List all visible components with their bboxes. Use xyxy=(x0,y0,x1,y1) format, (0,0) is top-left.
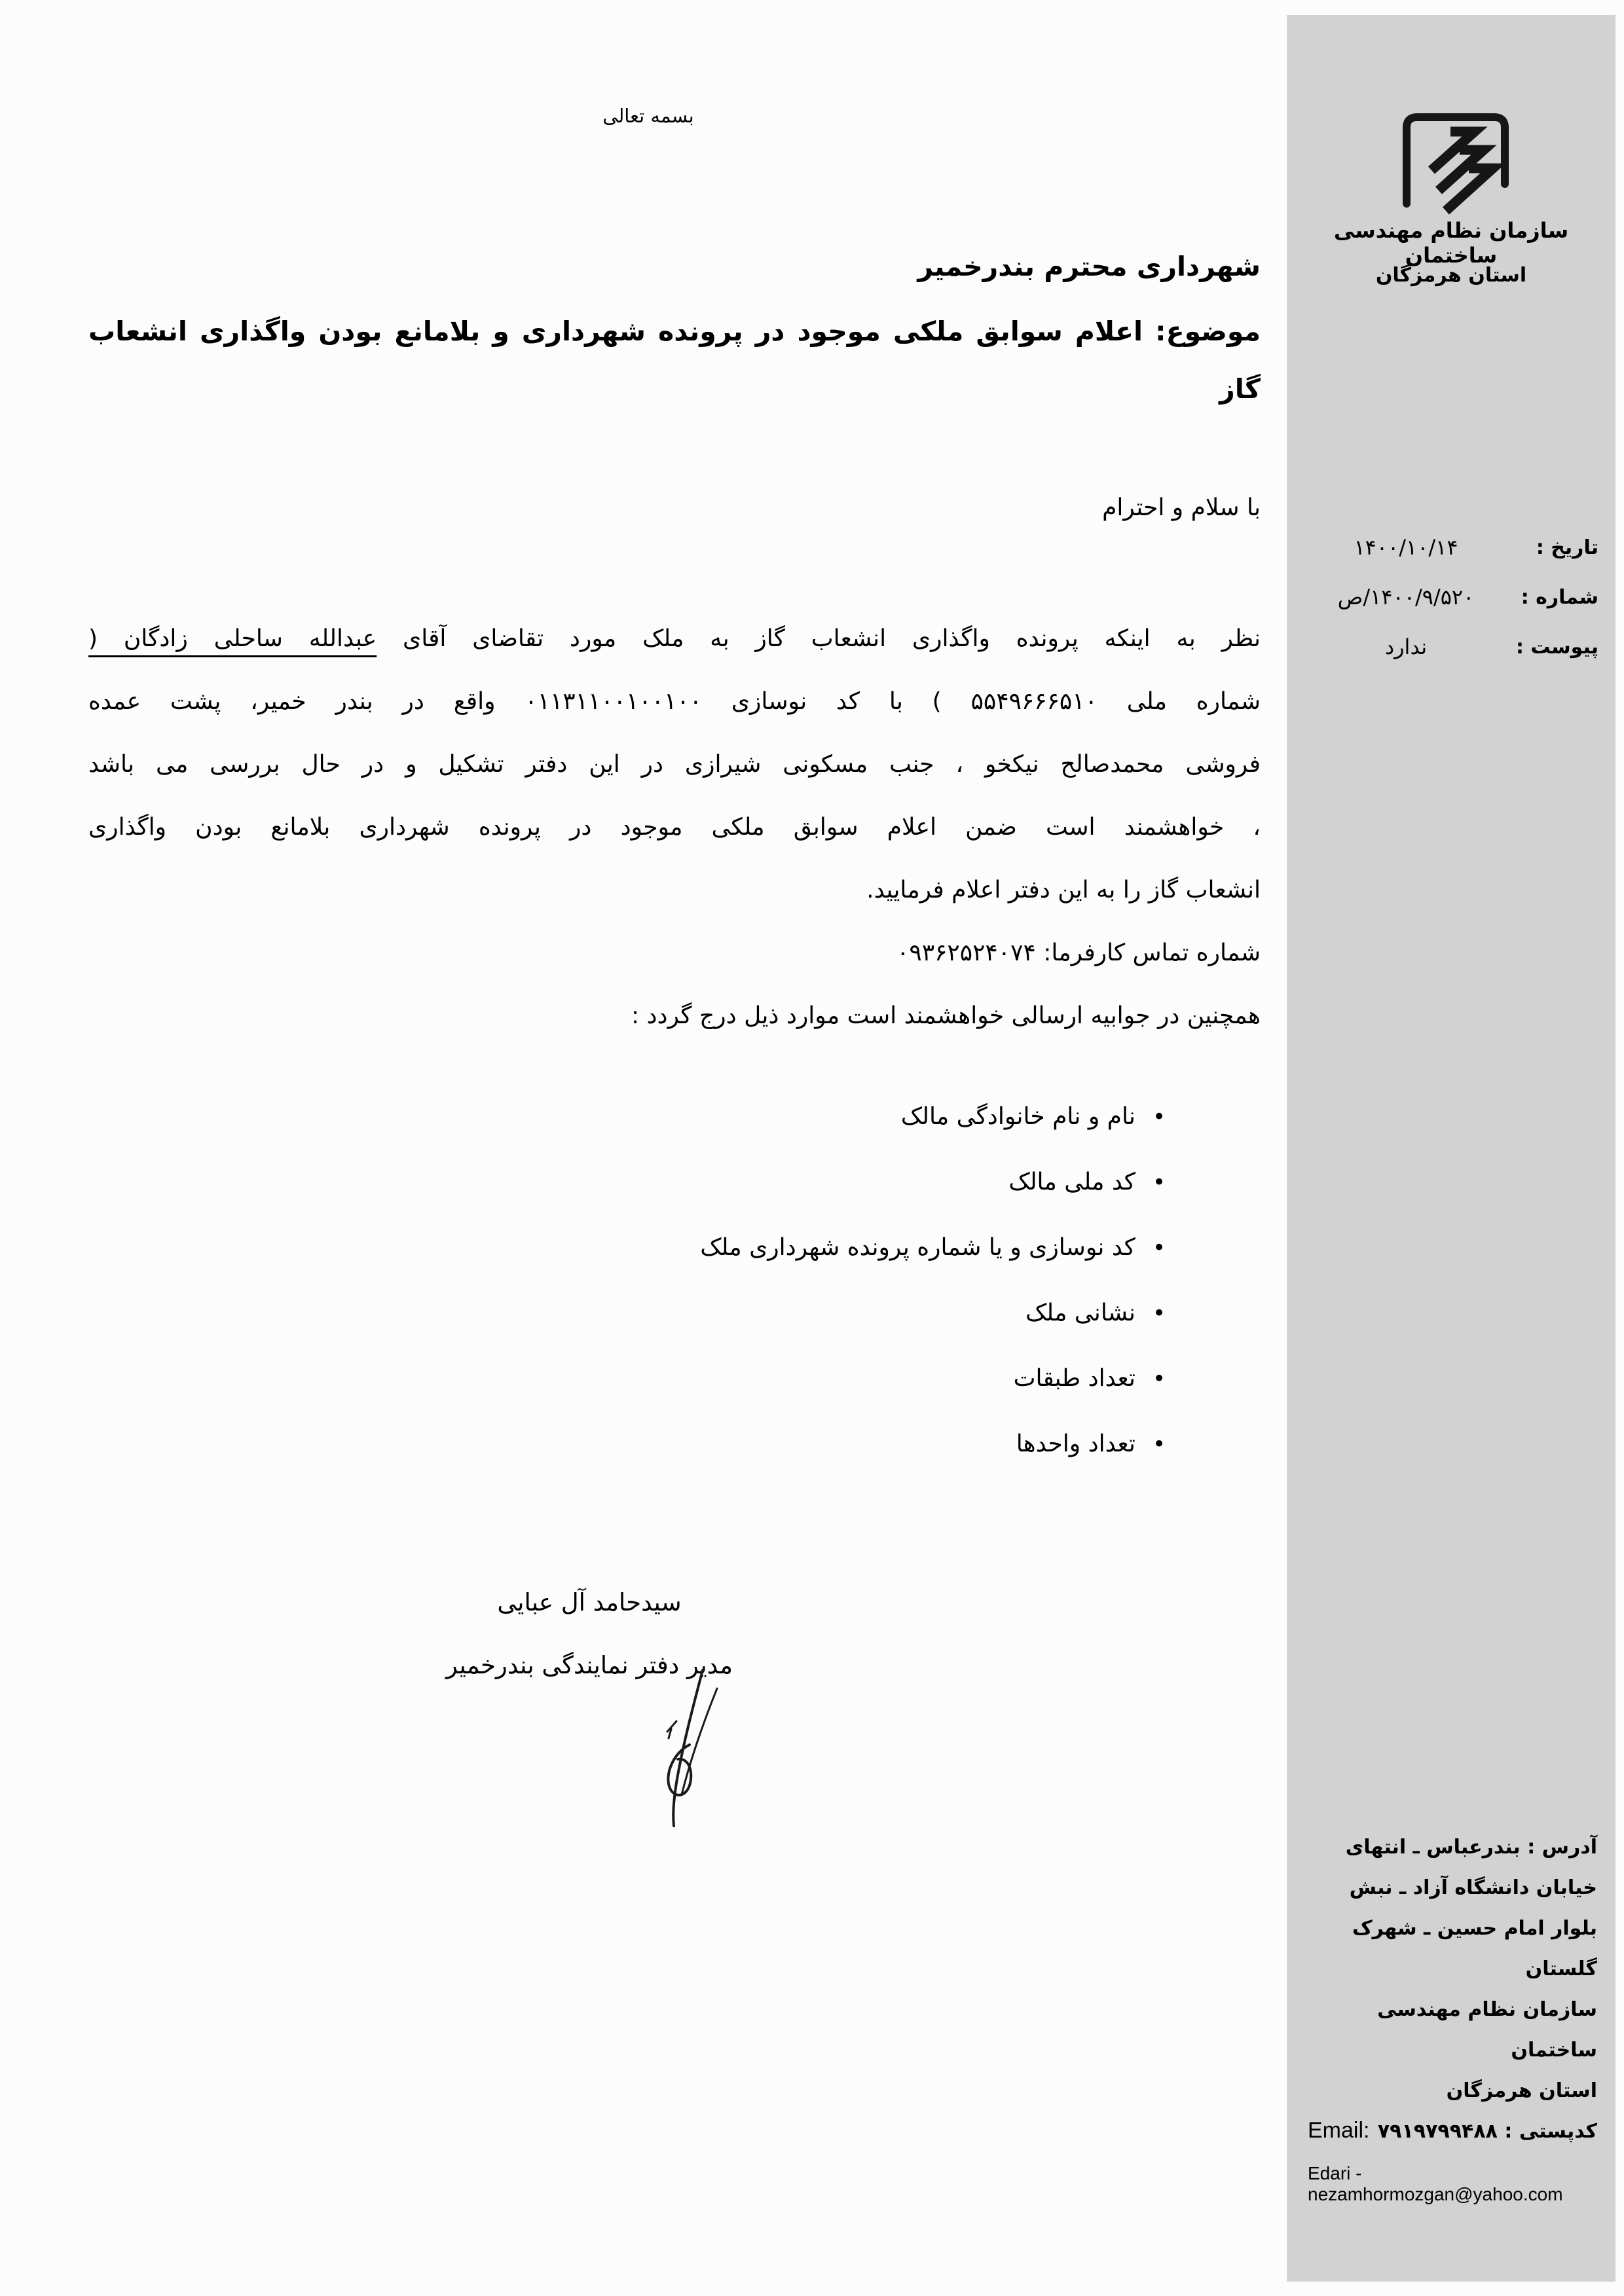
body-line-1-text: نظر به اینکه پرونده واگذاری انشعاب گاز به ملک مورد تقاضای آقای xyxy=(377,625,1261,652)
number-label: شماره : xyxy=(1521,585,1598,609)
subject-block xyxy=(88,302,1261,418)
address-line: آدرس : بندرعباس ـ انتهای xyxy=(1345,1836,1597,1859)
address-line: سازمان نظام مهندسی ساختمان xyxy=(1377,1998,1597,2062)
body-line-2: شماره ملی ۵۵۴۹۶۶۶۵۱۰ ) با کد نوسازی ۰۱۱۳۱۱۰۰۱۰۰۱۰۰ واقع در بندر خمیر، پشت عمده xyxy=(88,688,1261,715)
list-item: • تعداد واحدها xyxy=(88,1412,1166,1477)
salutation-line: با سلام و احترام xyxy=(1102,494,1261,521)
meta-row-date xyxy=(1304,522,1598,572)
letterhead-sidebar xyxy=(1287,15,1615,2282)
date-value: ۱۴۰۰/۱۰/۱۴ xyxy=(1354,535,1458,560)
meta-row-number xyxy=(1304,572,1598,622)
body-line-1 xyxy=(88,608,1261,670)
organization-logo-icon xyxy=(1287,99,1615,226)
meta-row-attachment xyxy=(1304,622,1598,672)
signatory-title: مدیر دفتر نمایندگی بندرخمیر xyxy=(446,1651,733,1679)
number-value: ۱۴۰۰/۹/۵۲۰/ص xyxy=(1337,585,1475,610)
signatory-name: سیدحامد آل عبایی xyxy=(497,1588,682,1616)
subject-line-2: گاز xyxy=(1219,373,1261,405)
address-line: بلوار امام حسین ـ شهرک xyxy=(1352,1917,1597,1940)
handwritten-signature-icon xyxy=(638,1666,737,1832)
email-address: Edari - nezamhormozgan@yahoo.com xyxy=(1308,2163,1563,2204)
date-label: تاریخ : xyxy=(1536,536,1598,559)
bismillah-text: بسمه تعالی xyxy=(602,105,694,127)
employer-phone-line: شماره تماس کارفرما: ۰۹۳۶۲۵۲۴۰۷۴ xyxy=(896,939,1261,966)
body-paragraph xyxy=(88,608,1261,1048)
email-block xyxy=(1308,2118,1602,2205)
address-line: استان هرمزگان xyxy=(1446,2079,1597,2102)
body-line-3: فروشی محمدصالح نیکخو ، جنب مسکونی شیرازی در این دفتر تشکیل و در حال بررسی می باشد xyxy=(88,751,1261,778)
address-block xyxy=(1296,1827,1597,2152)
address-line: گلستان xyxy=(1525,1958,1597,1980)
list-item: • تعداد طبقات xyxy=(88,1346,1166,1412)
body-line-4: ، خواهشمند است ضمن اعلام سوابق ملکی موجود در پرونده شهرداری بلامانع بودن واگذاری xyxy=(88,814,1261,841)
list-item: • کد نوسازی و یا شماره پرونده شهرداری ملک xyxy=(88,1215,1166,1281)
list-intro-line: همچنین در جوابیه ارسالی خواهشمند است موارد ذیل درج گردد : xyxy=(631,1002,1261,1029)
letter-meta-block xyxy=(1287,522,1615,672)
list-item: • کد ملی مالک xyxy=(88,1150,1166,1215)
address-line: خیابان دانشگاه آزاد ـ نبش xyxy=(1349,1876,1597,1899)
attachment-label: پیوست : xyxy=(1515,635,1598,659)
organization-province: استان هرمزگان xyxy=(1375,264,1527,287)
list-item: • نام و نام خانوادگی مالک xyxy=(88,1084,1166,1150)
postal-code-line: کدپستی : ۷۹۱۹۷۹۹۴۸۸ xyxy=(1377,2120,1597,2143)
required-items-list xyxy=(88,1084,1166,1477)
attachment-value: ندارد xyxy=(1384,634,1428,659)
organization-name: سازمان نظام مهندسی ساختمان xyxy=(1333,218,1569,268)
list-item: • نشانی ملک xyxy=(88,1281,1166,1346)
applicant-name-underlined: عبدالله ساحلی زادگان ( xyxy=(88,625,377,652)
recipient-line: شهرداری محترم بندرخمیر xyxy=(917,251,1261,282)
body-line-5: انشعاب گاز را به این دفتر اعلام فرمایید. xyxy=(866,877,1261,903)
email-label: Email: xyxy=(1308,2118,1370,2143)
subject-line-1: موضوع: اعلام سوابق ملکی موجود در پرونده شهرداری و بلامانع بودن واگذاری انشعاب xyxy=(88,316,1261,347)
